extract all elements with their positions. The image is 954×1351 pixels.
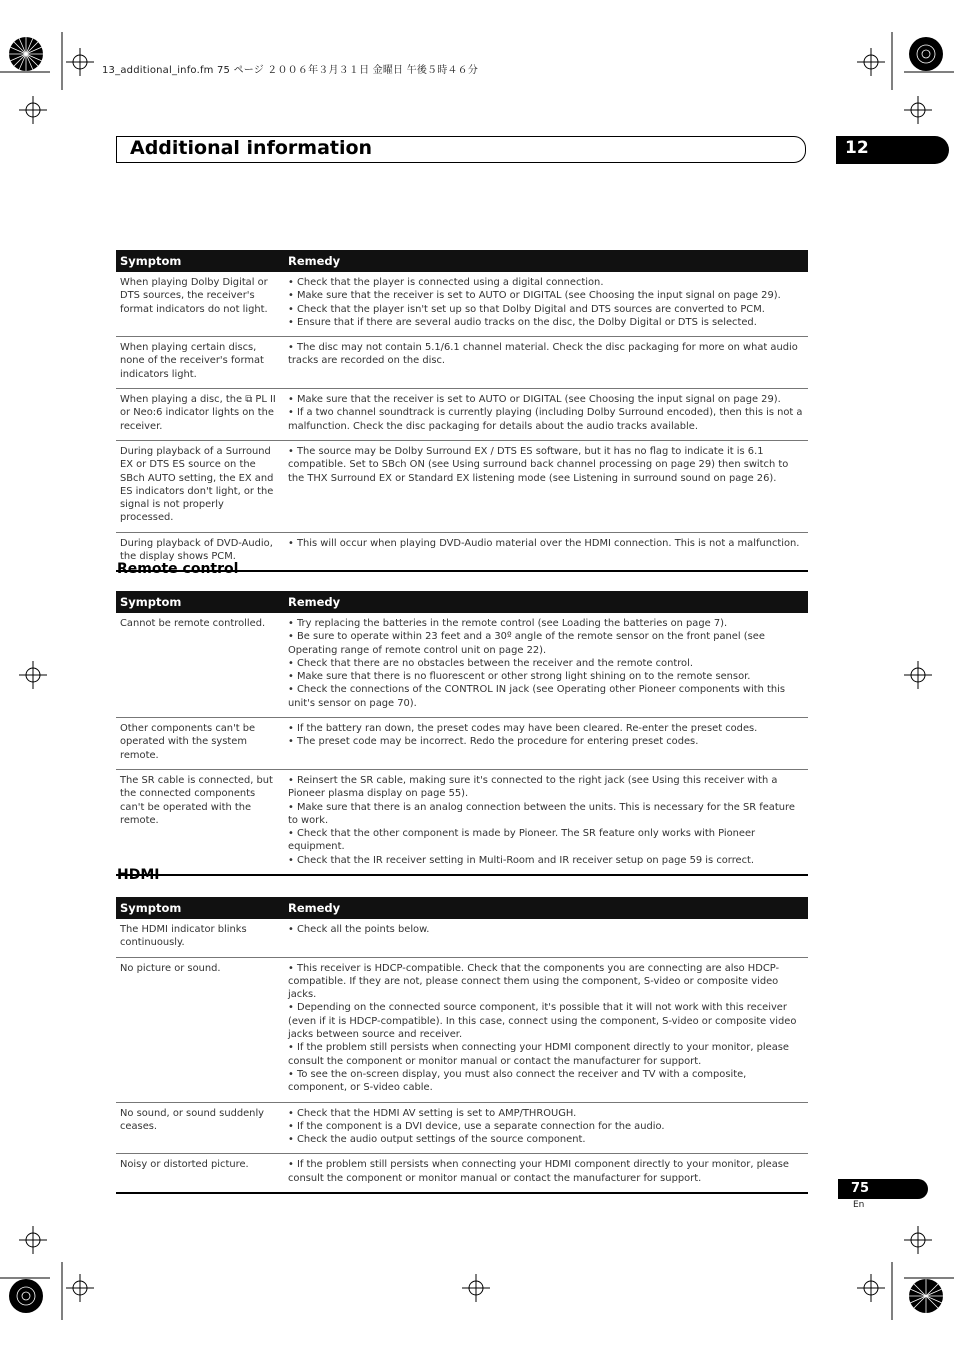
remedy-cell: • Check that the HDMI AV setting is set to AMP/THROUGH. • If the component is a DVI device, use a separate connection for the audio. • Check the audio output settings of the source component.: [284, 1102, 808, 1154]
remedy-cell: • The disc may not contain 5.1/6.1 channel material. Check the disc packaging for more on what audio tracks are recorded on the disc.: [284, 337, 808, 389]
symptom-cell: During playback of DVD-Audio, the display shows PCM.: [116, 532, 284, 571]
symptom-cell: Cannot be remote controlled.: [120, 618, 266, 629]
table-row: [116, 389, 808, 441]
table-row: [116, 957, 808, 1102]
symptom-cell: When playing Dolby Digital or DTS sources, the receiver's format indicators do not light.: [120, 277, 268, 315]
table-row: [116, 337, 808, 389]
troubleshooting-table-hdmi: [116, 897, 808, 1194]
chapter-number: 12: [845, 138, 869, 158]
symptom-cell: During playback of a Surround EX or DTS ES source on the SBch AUTO setting, the EX and ES indicators don't light, or the signal is not properly processed.: [116, 440, 284, 532]
table-row: [116, 718, 808, 770]
table-row: [116, 1102, 808, 1154]
troubleshooting-table-general: [116, 250, 808, 572]
page-title: Additional information: [130, 137, 373, 159]
remedy-cell: • Reinsert the SR cable, making sure it's connected to the right jack (see Using this receiver with a Pioneer plasma display on page 55). • Make sure that there is an analog connection between the units. This is necessary for the SR feature to work. • Check that the other component is made by Pioneer. The SR feature only works with Pioneer equipment. • Check that the IR receiver setting in Multi-Room and IR receiver setup on page 59 is correct.: [284, 769, 808, 875]
starburst-icon: [9, 1279, 43, 1313]
symptom-cell: No picture or sound.: [116, 957, 284, 1102]
remedy-cell: • This receiver is HDCP-compatible. Check that the components you are connecting are also HDCP-compatible. If they are not, please connect them using the component, S-video or composite video jacks. • Depending on the connected source component, it's possible that it will not work with this receiver (even if it is HDCP-compatible). In this case, connect using the component, S-video or composite video jacks between source and receiver. • If the problem still persists when connecting your HDMI component directly to your monitor, please consult the component or monitor manual or contact the manufacturer for support. • To see the on-screen display, you must also connect the receiver and TV with a composite, component, or S-video cable.: [284, 957, 808, 1102]
page-language: En: [853, 1200, 865, 1210]
symptom-cell: The HDMI indicator blinks continuously.: [120, 924, 247, 949]
table-row: [116, 440, 808, 532]
table-row: [116, 1154, 808, 1193]
symptom-cell: When playing certain discs, none of the receiver's format indicators light.: [116, 337, 284, 389]
file-header: 13_additional_info.fm 75 ページ ２００６年３月３１日 金曜日 午後５時４６分: [102, 65, 479, 76]
column-header-remedy: Remedy: [284, 897, 808, 919]
symptom-cell: Other components can't be operated with the system remote.: [116, 718, 284, 770]
section-title-remote-control: Remote control: [117, 561, 239, 577]
starburst-icon: [909, 37, 943, 71]
page-number: 75: [851, 1181, 870, 1196]
section-title-hdmi: HDMI: [117, 867, 160, 883]
column-header-symptom: Symptom: [116, 591, 284, 613]
symptom-cell: No sound, or sound suddenly ceases.: [116, 1102, 284, 1154]
column-header-remedy: Remedy: [284, 591, 808, 613]
column-header-remedy: Remedy: [284, 250, 808, 272]
remedy-cell: • Check that the player is connected using a digital connection. • Make sure that the receiver is set to AUTO or DIGITAL (see Choosing the input signal on page 29). • Check that the player isn't set up so that Dolby Digital and DTS sources are converted to PCM. • Ensure that if there are several audio tracks on the disc, the Dolby Digital or DTS is selected.: [288, 277, 781, 328]
remedy-cell: • If the battery ran down, the preset codes may have been cleared. Re-enter the preset codes. • The preset code may be incorrect. Redo the procedure for entering preset codes.: [284, 718, 808, 770]
remedy-cell: • Try replacing the batteries in the remote control (see Loading the batteries on page 7). • Be sure to operate within 23 feet and a 30º angle of the remote sensor on the front panel (see Operating range of remote control unit on page 22). • Check that there are no obstacles between the receiver and the remote control. • Make sure that there is no fluorescent or other strong light shining on to the remote sensor. • Check the connections of the CONTROL IN jack (see Operating other Pioneer components with this unit's sensor on page 70).: [288, 618, 786, 709]
troubleshooting-table-remote: [116, 591, 808, 876]
symptom-cell: The SR cable is connected, but the connected components can't be operated with the remote.: [116, 769, 284, 875]
column-header-symptom: Symptom: [116, 897, 284, 919]
remedy-cell: • Make sure that the receiver is set to AUTO or DIGITAL (see Choosing the input signal on page 29). • If a two channel soundtrack is currently playing (including Dolby Surround encoded), then this is not a malfunction. Check the disc packaging for details about the audio tracks available.: [284, 389, 808, 441]
remedy-cell: • This will occur when playing DVD-Audio material over the HDMI connection. This is not a malfunction.: [284, 532, 808, 571]
table-row: [116, 919, 808, 957]
column-header-symptom: Symptom: [116, 250, 284, 272]
symptom-cell: When playing a disc, the ⧉ PL II or Neo:6 indicator lights on the receiver.: [116, 389, 284, 441]
remedy-cell: • Check all the points below.: [288, 924, 430, 935]
table-row: [116, 613, 808, 718]
symptom-cell: Noisy or distorted picture.: [116, 1154, 284, 1193]
starburst-icon: [9, 37, 43, 71]
table-row: [116, 272, 808, 337]
table-row: [116, 769, 808, 875]
starburst-icon: [909, 1279, 943, 1313]
remedy-cell: • The source may be Dolby Surround EX / DTS ES software, but it has no flag to indicate it is 6.1 compatible. Set to SBch ON (see Using surround back channel processing on page 29) then switch to the THX Surround EX or Standard EX listening mode (see Listening in surround sound on page 26).: [284, 440, 808, 532]
remedy-cell: • If the problem still persists when connecting your HDMI component directly to your monitor, please consult the component or monitor manual or contact the manufacturer for support.: [284, 1154, 808, 1193]
